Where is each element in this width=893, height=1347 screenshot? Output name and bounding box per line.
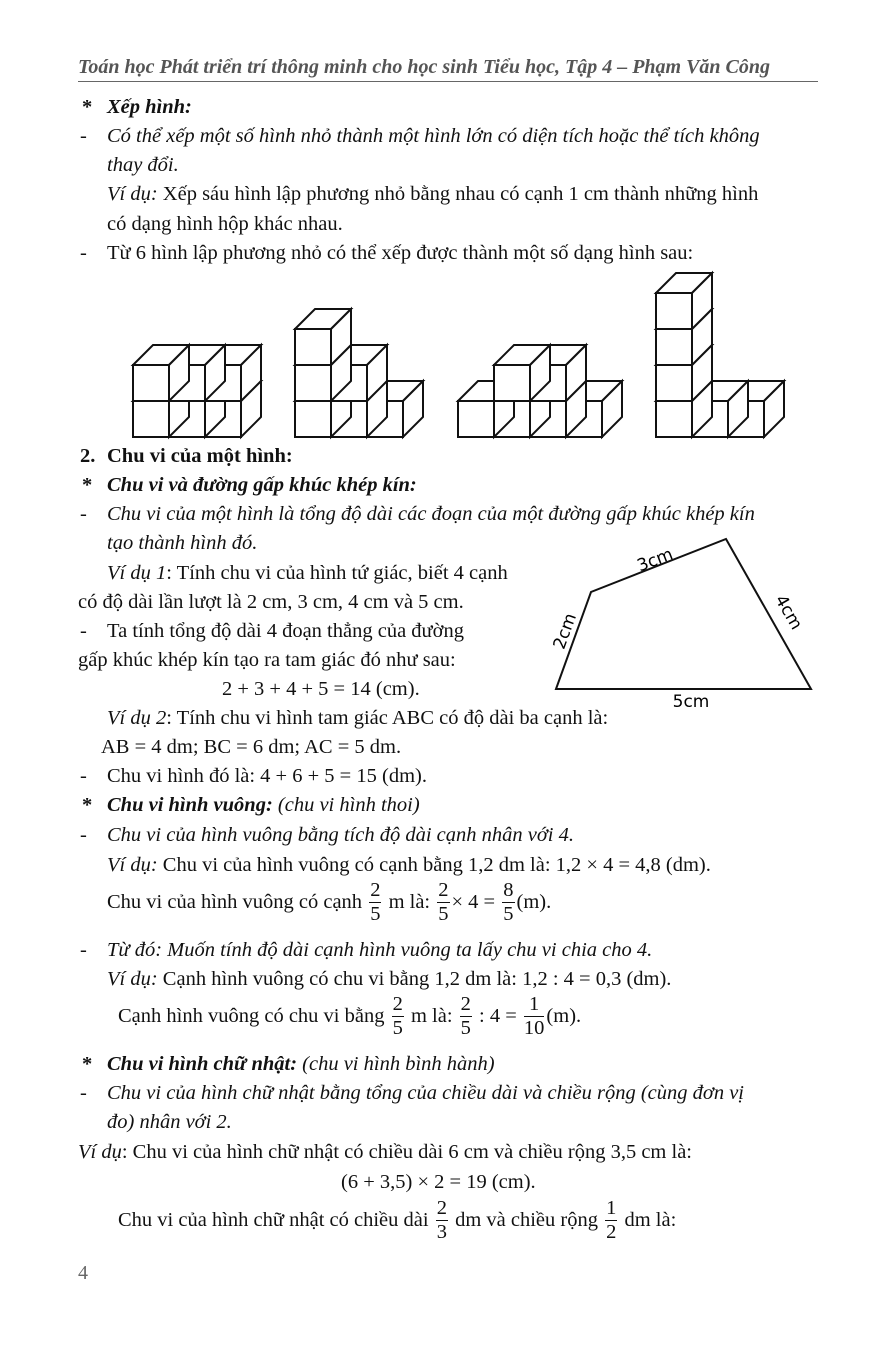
page-number: 4	[78, 1262, 88, 1284]
closed-path-def-line1: Chu vi của một hình là tổng độ dài các đoạn của một đường gấp khúc khép kín	[107, 503, 755, 525]
example2-answer: Chu vi hình đó là: 4 + 6 + 5 = 15 (dm).	[107, 765, 427, 787]
xep-hinh-example-line2: có dạng hình hộp khác nhau.	[107, 213, 343, 235]
fraction-2-5: $\frac{2}{5}$	[392, 993, 403, 1039]
xep-hinh-example-line1: Ví dụ: Xếp sáu hình lập phương nhỏ bằng nhau có cạnh 1 cm thành những hình	[107, 183, 759, 205]
side-label-bottom: 5cm	[672, 692, 710, 712]
square-definition: Chu vi của hình vuông bằng tích độ dài cạnh nhân với 4.	[107, 824, 575, 846]
xep-hinh-title: Xếp hình:	[107, 96, 192, 118]
rectangle-example2: Chu vi của hình chữ nhật có chiều dài $\frac{2}{3}$ dm và chiều rộng $\frac{1}{2}$ dm là:	[118, 1197, 677, 1243]
closed-path-def-line2: tạo thành hình đó.	[107, 532, 258, 554]
rectangle-example1: Ví dụ: Chu vi của hình chữ nhật có chiều dài 6 cm và chiều rộng 3,5 cm là:	[78, 1141, 692, 1163]
square-inverse-rule: Từ đó: Muốn tính độ dài cạnh hình vuông ta lấy chu vi chia cho 4.	[107, 939, 653, 961]
bullet-dash: -	[80, 1082, 87, 1104]
bullet-dash: -	[80, 765, 87, 787]
quadrilateral-figure	[545, 530, 825, 720]
bullet-star: *	[82, 474, 93, 496]
fraction-1-10: $\frac{1}{10}$	[523, 993, 545, 1039]
quadrilateral-shape	[556, 539, 811, 689]
cube-arrangement-3	[458, 345, 622, 437]
bullet-dash: -	[80, 620, 87, 642]
fraction-2-5: $\frac{2}{5}$	[460, 993, 471, 1039]
rectangle-def-line2: đo) nhân với 2.	[107, 1111, 232, 1133]
cube-arrangements-figure	[125, 265, 790, 443]
bullet-star: *	[82, 794, 93, 816]
fraction-8-5: $\frac{8}{5}$	[503, 879, 514, 925]
example1-calculation: 2 + 3 + 4 + 5 = 14 (cm).	[222, 678, 420, 700]
example2-line1: Ví dụ 2: Tính chu vi hình tam giác ABC có độ dài ba cạnh là:	[107, 707, 609, 729]
example1-line1: Ví dụ 1: Tính chu vi của hình tứ giác, biết 4 cạnh	[107, 562, 508, 584]
rectangle-example1-calculation: (6 + 3,5) × 2 = 19 (cm).	[341, 1171, 536, 1193]
square-example2: Chu vi của hình vuông có cạnh $\frac{2}{5}$ m là: $\frac{2}{5}$ × 4 = $\frac{8}{5}$ (m).	[107, 879, 552, 925]
example1-line2: có độ dài lần lượt là 2 cm, 3 cm, 4 cm và 5 cm.	[78, 591, 464, 613]
side-label-top: 3cm	[634, 544, 676, 577]
bullet-star: *	[82, 1053, 93, 1075]
fraction-2-5: $\frac{2}{5}$	[438, 879, 449, 925]
square-example4: Cạnh hình vuông có chu vi bằng $\frac{2}{5}$ m là: $\frac{2}{5}$ : 4 = $\frac{1}{10}$ (m).	[118, 993, 582, 1039]
bullet-dash: -	[80, 125, 87, 147]
bullet-dash: -	[80, 824, 87, 846]
bullet-dash: -	[80, 242, 87, 264]
running-header: Toán học Phát triển trí thông minh cho học sinh Tiểu học, Tập 4 – Phạm Văn Công	[78, 56, 771, 78]
bullet-dash: -	[80, 503, 87, 525]
fraction-1-2: $\frac{1}{2}$	[606, 1197, 617, 1243]
cube-arrangement-4	[656, 273, 784, 437]
fraction-2-3: $\frac{2}{3}$	[436, 1197, 447, 1243]
xep-hinh-p2: Từ 6 hình lập phương nhỏ có thể xếp được thành một số dạng hình sau:	[107, 242, 694, 264]
cube-arrangement-2	[295, 309, 423, 437]
example1-line4: gấp khúc khép kín tạo ra tam giác đó như sau:	[78, 649, 456, 671]
rectangle-def-line1: Chu vi của hình chữ nhật bằng tổng của chiều dài và chiều rộng (cùng đơn vị	[107, 1082, 745, 1104]
example2-line2: AB = 4 dm; BC = 6 dm; AC = 5 dm.	[101, 736, 402, 758]
square-example1: Ví dụ: Chu vi của hình vuông có cạnh bằng 1,2 dm là: 1,2 × 4 = 4,8 (dm).	[107, 854, 711, 876]
example1-line3: Ta tính tổng độ dài 4 đoạn thẳng của đường	[107, 620, 464, 642]
square-example3: Ví dụ: Cạnh hình vuông có chu vi bằng 1,2 dm là: 1,2 : 4 = 0,3 (dm).	[107, 968, 672, 990]
header-rule	[78, 81, 818, 82]
bullet-dash: -	[80, 939, 87, 961]
side-label-right: 4cm	[770, 591, 807, 634]
cube-arrangement-1	[133, 345, 261, 437]
fraction-2-5: $\frac{2}{5}$	[370, 879, 381, 925]
section-number: 2.	[80, 445, 96, 467]
xep-hinh-p1-line2: thay đổi.	[107, 154, 179, 176]
bullet-star: *	[82, 96, 93, 118]
side-label-left: 2cm	[549, 610, 581, 652]
square-title: Chu vi hình vuông: (chu vi hình thoi)	[107, 794, 420, 816]
xep-hinh-p1-line1: Có thể xếp một số hình nhỏ thành một hình lớn có diện tích hoặc thể tích không	[107, 125, 760, 147]
section-title: Chu vi của một hình:	[107, 445, 293, 467]
closed-path-title: Chu vi và đường gấp khúc khép kín:	[107, 474, 417, 496]
rectangle-title: Chu vi hình chữ nhật: (chu vi hình bình hành)	[107, 1053, 495, 1075]
